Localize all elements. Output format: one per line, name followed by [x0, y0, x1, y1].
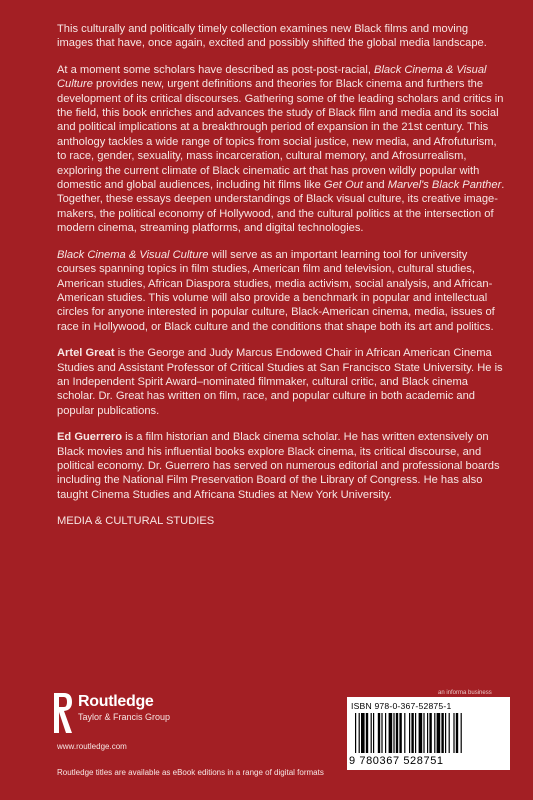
back-cover-text: [57, 22, 505, 541]
film-title: Marvel's Black Panther: [387, 179, 502, 192]
blurb-intro: This culturally and politically timely collection examines new Black films and moving images that have, once again, excited and possibly shifted the global media landscape.: [57, 23, 487, 50]
author-bio: Artel Great is the George and Judy Marcus Endowed Chair in African American Cinema Studies and Assistant Professor of Critical Studies at San Francisco State University. He is an Independent Spirit Award–nominated filmmaker, cultural critic, and Black cinema scholar. Dr. Great has written on film, race, and popular culture in both academic and popular publications.: [57, 347, 503, 417]
publisher-logo: [52, 691, 170, 735]
informa-tagline: an informa business: [438, 690, 492, 696]
isbn-digits: 9 780367 528751: [349, 755, 444, 767]
subject-category: MEDIA & CULTURAL STUDIES: [57, 515, 215, 528]
book-title: Black Cinema & Visual Culture: [57, 63, 487, 91]
author-bio: Ed Guerrero is a film historian and Black cinema scholar. He has written extensively on Black movies and his influential books explore Black cinema, its critical discourse, and political economy. Dr. Guerrero has served on numerous editorial and professional boards including the National Film Preservation Board of the Library of Congress. He has also taught Cinema Studies and Africana Studies at New York University.: [57, 431, 500, 501]
publisher-name: Routledge: [78, 693, 154, 710]
isbn-barcode: [347, 697, 510, 770]
author-name: Ed Guerrero: [57, 431, 123, 444]
routledge-r-icon: [52, 691, 74, 735]
isbn-label: ISBN 978-0-367-52875-1: [351, 701, 452, 711]
ebook-note: Routledge titles are available as eBook editions in a range of digital formats: [57, 768, 324, 777]
blurb-usage: Black Cinema & Visual Culture will serve as an important learning tool for university courses spanning topics in film studies, American film and television, cultural studies, American studies, African Diaspora studies, media activism, social analysis, and African-American studies. This volume will also provide a benchmark in popular and intellectual circles for anyone interested in popular culture, Black-American cinema, media, issues of race in Hollywood, or Black culture and the conditions that shape both its art and politics.: [57, 248, 495, 333]
publisher-subtitle: Taylor & Francis Group: [78, 712, 171, 722]
book-title: Black Cinema & Visual Culture: [57, 248, 209, 261]
film-title: Get Out: [323, 179, 363, 192]
author-name: Artel Great: [57, 347, 115, 360]
barcode-icon: [353, 713, 505, 753]
publisher-website: www.routledge.com: [57, 742, 127, 751]
blurb-main: At a moment some scholars have described as post-post-racial, Black Cinema & Visual Culture provides new, urgent definitions and theories for Black cinema and furthers the development of its critical discourses. Gathering some of the leading scholars and critics in the field, this book enriches and advances the study of Black film and media and its social and political implications at a breakthrough period of expansion in the 21st century. This anthology tackles a wide range of topics from social justice, new media, and Afrofuturism, to race, gender, sexuality, mass incarceration, cultural memory, and Afrosurrealism, exploring the current climate of Black cinematic art that has proven wildly popular with domestic and global audiences, including hit films like Get Out and Marvel's Black Panther. Together, these essays deepen understandings of Black visual culture, its creative image-makers, the political economy of Hollywood, and the cultural politics at the intersection of modern cinema, streaming platforms, and digital technologies.: [57, 63, 505, 235]
